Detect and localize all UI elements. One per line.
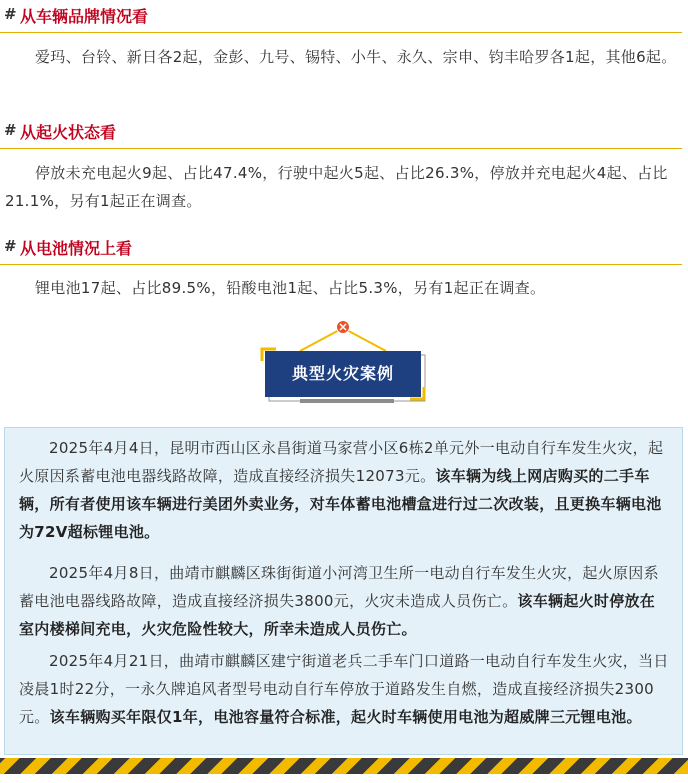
- case-item: [19, 559, 669, 643]
- cases-title: 典型火灾案例: [265, 351, 421, 397]
- case-emphasis: 该车辆起火时停放在室内楼梯间充电，火灾危险性较大，所幸未造成人员伤亡。: [19, 592, 656, 638]
- case-emphasis: 该车辆购买年限仅1年，电池容量符合标准，起火时车辆使用电池为超威牌三元锂电池。: [49, 708, 642, 726]
- hash-mark: #: [4, 121, 17, 139]
- case-text: 2025年4月8日，曲靖市麒麟区珠街街道小河湾卫生所一电动自行车发生火灾，起火原因系蓄电池电器线路故障，造成直接经济损失3800元，火灾未造成人员伤亡。: [19, 564, 659, 610]
- section-title-fire-state: 从起火状态看: [20, 123, 117, 142]
- section-header-fire-state: [0, 118, 682, 149]
- hazard-stripe: [0, 758, 688, 774]
- hash-mark: #: [4, 5, 17, 23]
- section-header-battery: [0, 234, 682, 265]
- section-text-brand: 爱玛、台铃、新日各2起，金彭、九号、锡特、小牛、永久、宗申、钧丰哈罗各1起，其他6起。: [35, 48, 677, 66]
- section-title-battery: 从电池情况上看: [20, 239, 133, 258]
- section-header-brand: [0, 2, 682, 33]
- cases-title-block: [0, 315, 688, 410]
- case-item: [19, 434, 669, 546]
- case-text: 2025年4月4日，昆明市西山区永昌街道马家营小区6栋2单元外一电动自行车发生火灾，起火原因系蓄电池电器线路故障，造成直接经济损失12073元。: [19, 439, 664, 485]
- case-text: 2025年4月21日，曲靖市麒麟区建宁街道老兵二手车门口道路一电动自行车发生火灾，当日凌晨1时22分，一永久牌追风者型号电动自行车停放于道路发生自燃，造成直接经济损失2300元。: [19, 652, 669, 726]
- case-emphasis: 该车辆为线上网店购买的二手车辆，所有者使用该车辆进行美团外卖业务，对车体蓄电池槽盒进行过二次改装，且更换车辆电池为72V超标锂电池。: [19, 467, 662, 541]
- hash-mark: #: [4, 237, 17, 255]
- cases-panel: [4, 427, 683, 755]
- case-item: [19, 647, 669, 731]
- section-text-fire-state: 停放未充电起火9起、占比47.4%，行驶中起火5起、占比26.3%，停放并充电起火4起、占比21.1%，另有1起正在调查。: [5, 164, 668, 210]
- section-text-battery: 锂电池17起、占比89.5%，铅酸电池1起、占比5.3%，另有1起正在调查。: [35, 279, 546, 297]
- section-title-brand: 从车辆品牌情况看: [20, 7, 149, 26]
